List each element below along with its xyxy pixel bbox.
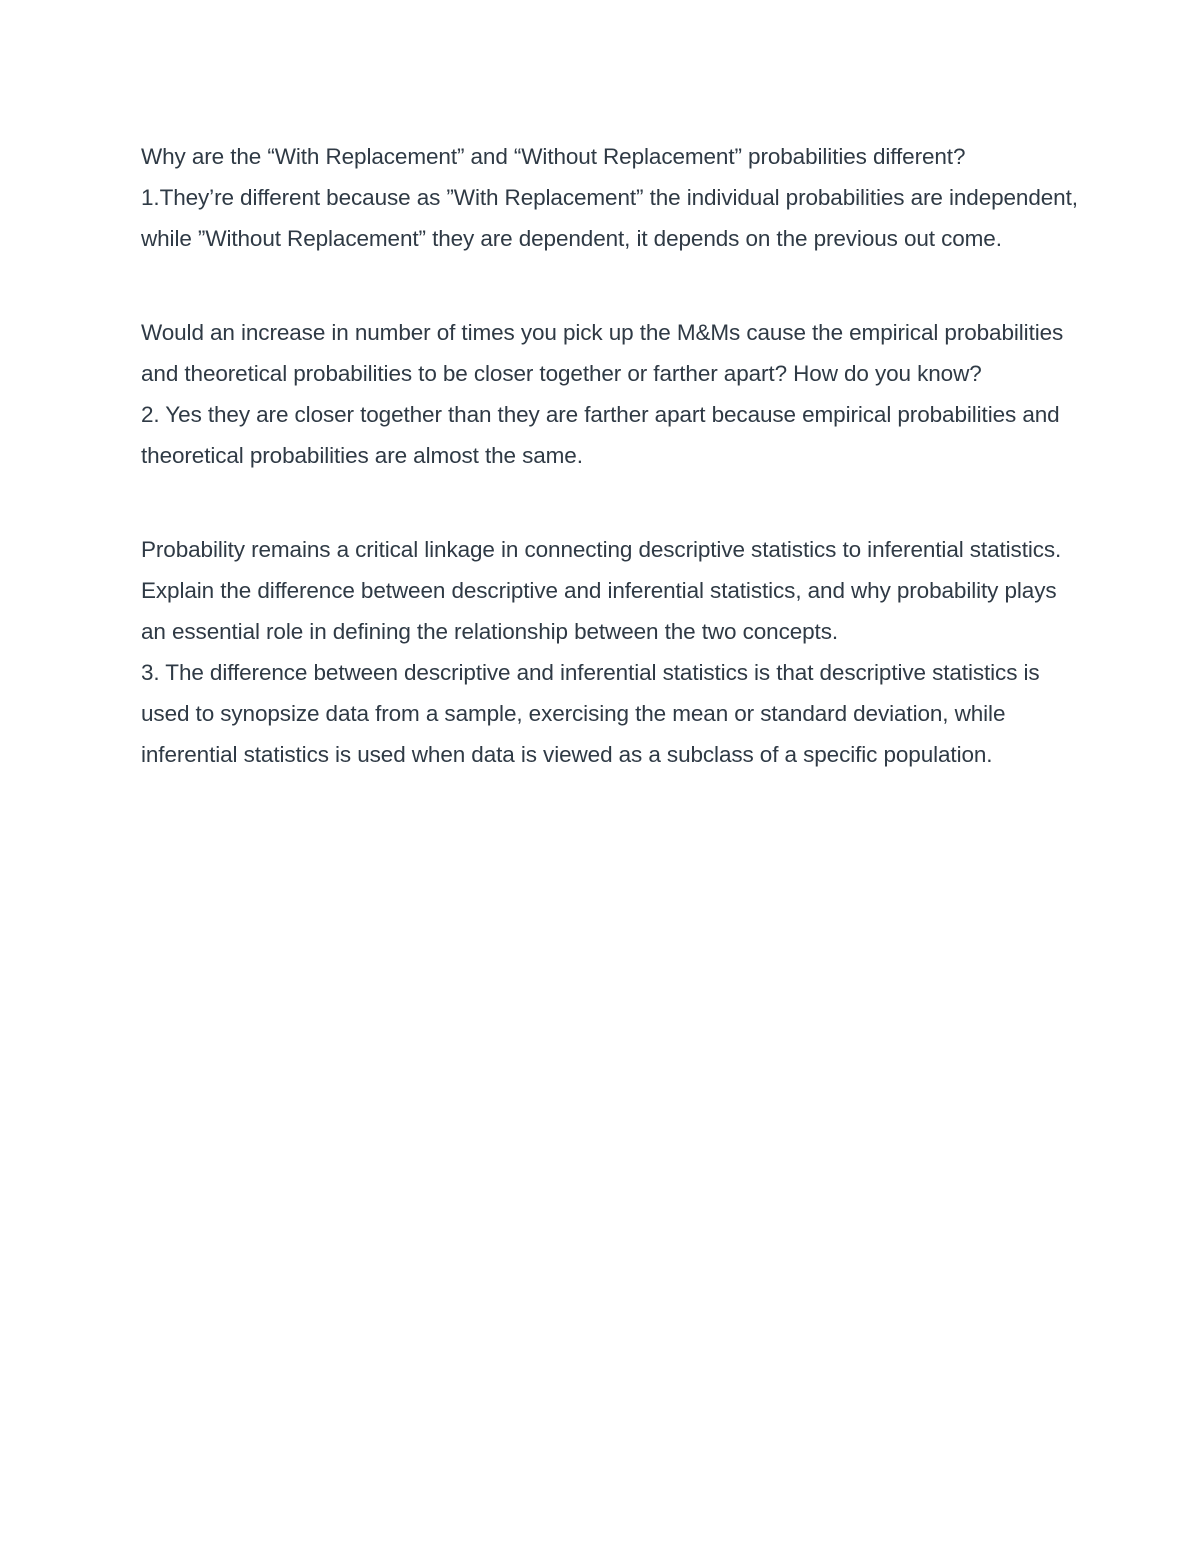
- question-3: Probability remains a critical linkage in connecting descriptive statistics to inferential statistics. Explain the difference between descriptive and inferential statistics, and why probability plays an essential role in defining the relationship between the two concepts.: [141, 537, 1074, 644]
- answer-1: 1.They’re different because as ”With Replacement” the individual probabilities are independent, while ”Without Replacement” they are dependent, it depends on the previous out come.: [141, 185, 1078, 251]
- question-1: Why are the “With Replacement” and “Without Replacement” probabilities different?: [141, 144, 966, 169]
- question-2: Would an increase in number of times you pick up the M&Ms cause the empirical probabilities and theoretical probabilities to be closer together or farther apart? How do you know?: [141, 320, 1064, 386]
- answer-2: 2. Yes they are closer together than they are farther apart because empirical probabilities and theoretical probabilities are almost the same.: [141, 402, 1060, 468]
- section-spacer: [141, 476, 1081, 529]
- document-body: [141, 136, 1081, 775]
- answer-3: 3. The difference between descriptive and inferential statistics is that descriptive statistics is used to synopsize data from a sample, exercising the mean or standard deviation, while inferential statistics is used when data is viewed as a subclass of a specific population.: [141, 660, 1040, 767]
- section-spacer: [141, 259, 1081, 312]
